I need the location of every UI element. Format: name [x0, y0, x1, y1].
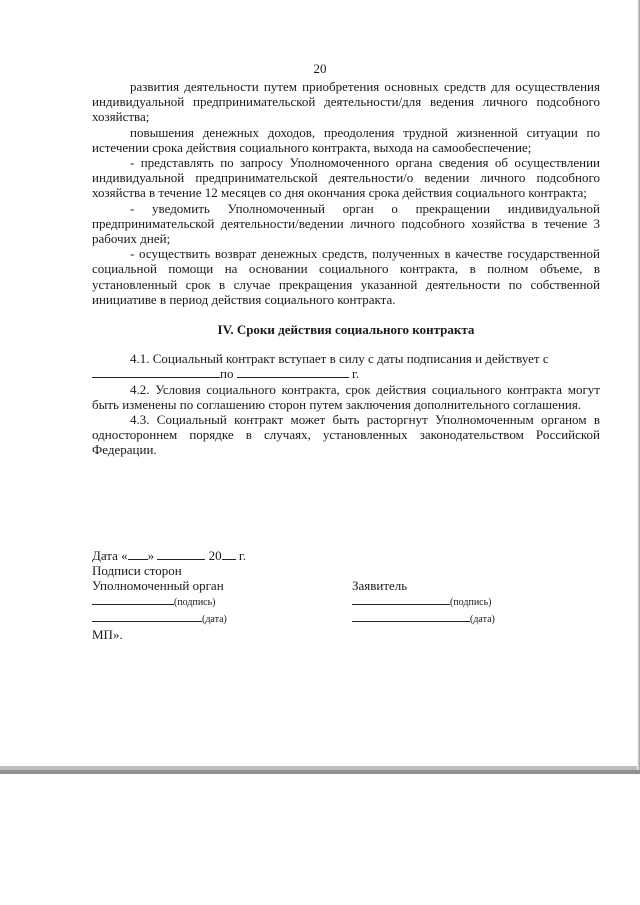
clause-4-1-g: г.	[351, 366, 360, 382]
signature-block	[92, 548, 600, 642]
paragraph-notify: - уведомить Уполномоченный орган о прекращении индивидуальной предпринимательской деятельности/ведении личного подсобного хозяйства в течение 3 рабочих дней;	[92, 200, 600, 247]
date-prefix: Дата «	[92, 548, 128, 563]
clause-4-2: 4.2. Условия социального контракта, срок действия социального контракта могут быть изменены по соглашению сторон путем заключения дополнительного соглашения.	[92, 381, 600, 412]
date-mid: »	[147, 548, 155, 563]
date-year: 20	[208, 548, 222, 563]
parties-row	[92, 578, 600, 593]
clause-4-1	[92, 351, 600, 381]
seal-mark: МП».	[92, 627, 123, 642]
signature-row	[92, 593, 600, 610]
paragraph-refund: - осуществить возврат денежных средств, полученных в качестве государственной социальной помощи на основании социального контракта, в полном объеме, в установленный срок в случае прекращения указанной деятельности по собственной инициативе в период действия социального контракта.	[92, 246, 600, 307]
paragraph-income: повышения денежных доходов, преодоления трудной жизненной ситуации по истечении срока действия социального контракта, выхода на самообеспечение;	[92, 124, 600, 155]
clause-4-3: 4.3. Социальный контракт может быть расторгнут Уполномоченным органом в одностороннем порядке в случаях, установленных законодательством Российской Федерации.	[92, 412, 600, 458]
right-date-blank	[352, 610, 470, 622]
month-blank	[157, 548, 205, 560]
signatures-title: Подписи сторон	[92, 563, 182, 578]
day-blank	[128, 548, 148, 560]
date-sign-row	[92, 610, 600, 627]
end-date-blank	[237, 366, 349, 378]
right-signature-label: (подпись)	[450, 597, 492, 608]
right-party: Заявитель	[352, 578, 408, 593]
date-line	[92, 548, 600, 563]
left-date-label: (дата)	[202, 614, 227, 625]
left-party: Уполномоченный орган	[92, 578, 224, 593]
section-heading: IV. Сроки действия социального контракта	[217, 322, 475, 338]
right-signature-blank	[352, 593, 450, 605]
left-signature-blank	[92, 593, 174, 605]
year-blank	[222, 548, 236, 560]
start-date-blank	[92, 366, 220, 378]
document-body	[92, 79, 600, 458]
paragraph-development: развития деятельности путем приобретения основных средств для осуществления индивидуальной предпринимательской деятельности/для ведения личного подсобного хозяйства;	[92, 79, 600, 125]
date-suffix: г.	[238, 548, 247, 563]
left-date-blank	[92, 610, 202, 622]
right-date-label: (дата)	[470, 614, 495, 625]
clause-4-1-po: по	[220, 366, 234, 382]
page-number: 20	[313, 61, 327, 76]
paragraph-provide-info: - представлять по запросу Уполномоченного органа сведения об осуществлении индивидуальной предпринимательской деятельности/о ведении личного подсобного хозяйства в течение 12 месяцев со дня окончания срока действия социального контракта;	[92, 155, 600, 201]
clause-4-1-text: 4.1. Социальный контракт вступает в силу с даты подписания и действует с	[130, 351, 549, 367]
left-signature-label: (подпись)	[174, 597, 216, 608]
